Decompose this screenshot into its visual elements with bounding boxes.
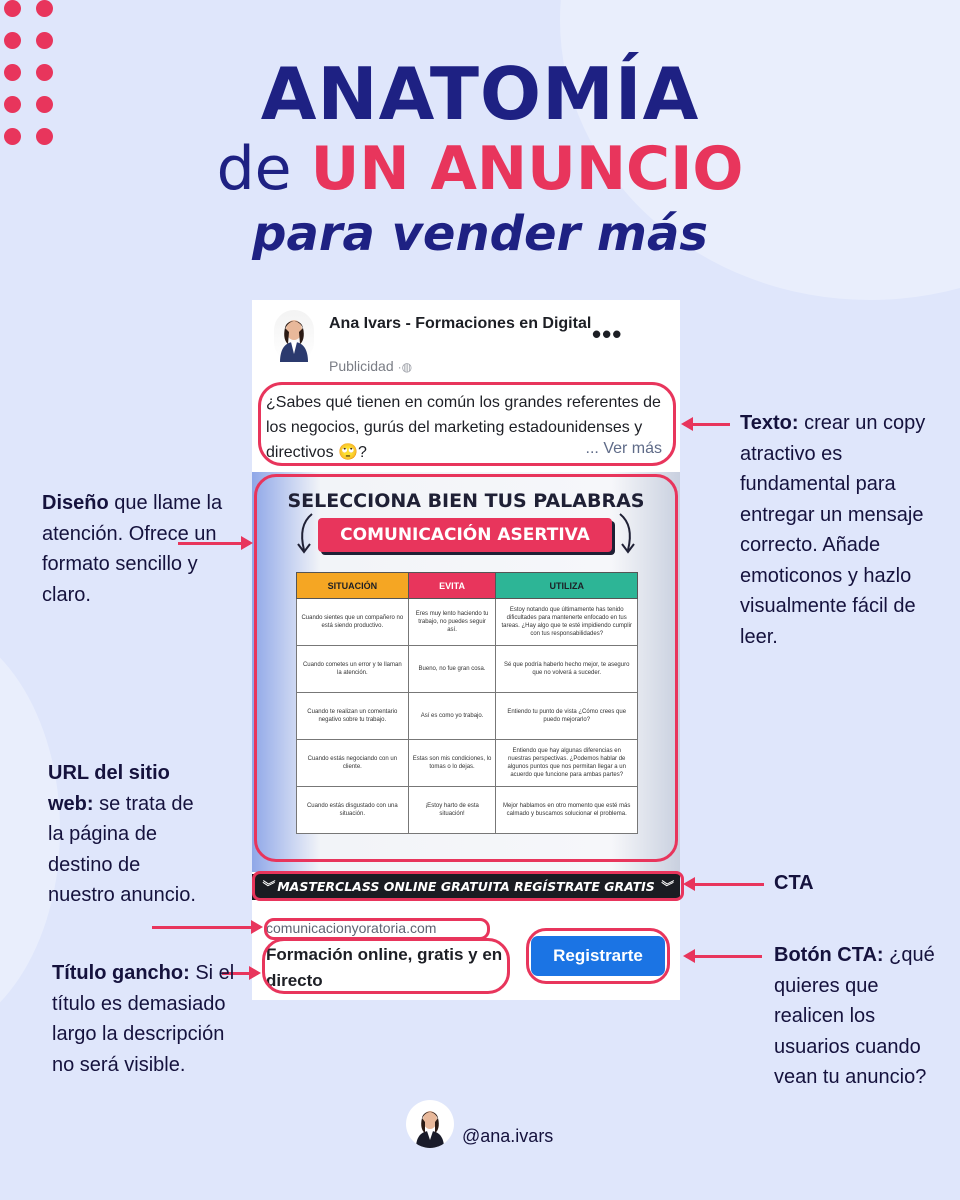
table-cell: Entiendo tu punto de vista ¿Cómo crees que puedo mejorarlo?: [496, 693, 638, 740]
arrow-url: [152, 926, 260, 929]
table-cell: Cuando estás negociando con un cliente.: [297, 740, 409, 787]
annotation-texto: [740, 408, 940, 652]
annotation-titulo-title: Título gancho:: [52, 962, 190, 984]
see-more-link[interactable]: ... Ver más: [585, 440, 662, 457]
annotation-texto-text: crear un copy atractivo es fundamental para entregar un mensaje correcto. Añade emoticonos y hazlo visualmente fácil de leer.: [740, 412, 926, 648]
advertiser-avatar[interactable]: [274, 310, 314, 362]
arrow-cta: [686, 883, 764, 886]
footer-avatar: [406, 1100, 454, 1148]
ad-headline[interactable]: Formación online, gratis y en directo: [266, 945, 503, 990]
ad-primary-text: ¿Sabes qué tienen en común los grandes referentes de los negocios, gurús del marketing estadounidenses y directivos 🙄?: [266, 394, 661, 461]
annotation-cta: [774, 868, 894, 899]
table-cell: Sé que podría haberlo hecho mejor, te aseguro que no volverá a suceder.: [496, 646, 638, 693]
table-cell: Estoy notando que últimamente has tenido dificultades para mantenerte enfocado en tus tareas. ¿Hay algo que te esté impidiendo cumplir con tus responsabilidades?: [496, 599, 638, 646]
person-icon: [274, 310, 314, 362]
highlight-creative: [254, 474, 678, 862]
double-chevron-down-icon: ︾: [654, 879, 672, 894]
title-line-2-accent: UN ANUNCIO: [310, 134, 744, 204]
double-chevron-down-icon: ︾: [260, 879, 278, 894]
title-line-2: [0, 134, 960, 204]
highlight-cta-button: [526, 928, 670, 984]
annotation-diseno-text: que llame la atención. Ofrece un formato sencillo y claro.: [42, 492, 223, 606]
table-cell: Mejor hablamos en otro momento que esté más calmado y buscamos solucionar el problema.: [496, 787, 638, 834]
title-line-3: para vender más: [252, 206, 708, 262]
annotation-texto-title: Texto:: [740, 412, 799, 434]
table-header: UTILIZA: [496, 573, 638, 599]
table-cell: Cuando te realizan un comentario negativo sobre tu trabajo.: [297, 693, 409, 740]
annotation-titulo-text: Si el título es demasiado largo la descripción no será visible.: [52, 962, 235, 1076]
highlight-cta-banner: [252, 871, 684, 901]
table-cell: Cuando estás disgustado con una situación.: [297, 787, 409, 834]
table-cell: Eres muy lento haciendo tu trabajo, no puedes seguir así.: [408, 599, 496, 646]
highlight-headline: [262, 938, 510, 994]
table-cell: Cuando cometes un error y te llaman la atención.: [297, 646, 409, 693]
arrow-boton: [686, 955, 762, 958]
table-cell: Bueno, no fue gran cosa.: [408, 646, 496, 693]
table-cell: Cuando sientes que un compañero no está siendo productivo.: [297, 599, 409, 646]
creative-headline: SELECCIONA BIEN TUS PALABRAS: [287, 490, 645, 512]
globe-icon: ·◍: [397, 360, 413, 374]
arrow-texto: [684, 423, 730, 426]
table-header: EVITA: [408, 573, 496, 599]
table-cell: Entiendo que hay algunas diferencias en nuestras perspectivas. ¿Podemos hablar de algunos puntos que nos permitan llegar a un acuerdo que funcione para ambas partes?: [496, 740, 638, 787]
cta-banner-text: MASTERCLASS ONLINE GRATUITA REGÍSTRATE GRATIS: [277, 879, 655, 894]
person-icon: [406, 1100, 454, 1148]
register-button[interactable]: Registrarte: [531, 936, 665, 976]
annotation-url-text: se trata de la página de destino de nuestro anuncio.: [48, 792, 196, 906]
destination-url[interactable]: comunicacionyoratoria.com: [266, 920, 437, 936]
creative-subheadline: COMUNICACIÓN ASERTIVA: [318, 518, 612, 552]
annotation-url: [48, 758, 208, 911]
title-line-1: ANATOMÍA: [260, 52, 700, 136]
annotation-cta-title: CTA: [774, 872, 814, 894]
title-line-2-prefix: de: [216, 134, 292, 204]
annotation-titulo: [52, 958, 252, 1080]
sponsored-label: [329, 358, 412, 374]
advertiser-name[interactable]: Ana Ivars - Formaciones en Digital: [329, 315, 592, 332]
table-header: SITUACIÓN: [297, 573, 409, 599]
annotation-diseno-title: Diseño: [42, 492, 109, 514]
social-handle[interactable]: @ana.ivars: [462, 1126, 554, 1146]
highlight-primary-text: [258, 382, 676, 466]
table-cell: ¡Estoy harto de esta situación!: [408, 787, 496, 834]
table-cell: Así es como yo trabajo.: [408, 693, 496, 740]
highlight-url: [264, 918, 490, 940]
table-cell: Estas son mis condiciones, lo tomas o lo dejas.: [408, 740, 496, 787]
annotation-url-title: URL del sitio web:: [48, 762, 170, 815]
annotation-boton-text: ¿qué quieres que realicen los usuarios cuando vean tu anuncio?: [774, 944, 935, 1088]
more-options-icon[interactable]: •••: [592, 319, 623, 349]
sponsored-text: Publicidad: [329, 358, 394, 374]
annotation-boton-title: Botón CTA:: [774, 944, 884, 966]
annotation-boton: [774, 940, 944, 1093]
annotation-diseno: [42, 488, 232, 610]
